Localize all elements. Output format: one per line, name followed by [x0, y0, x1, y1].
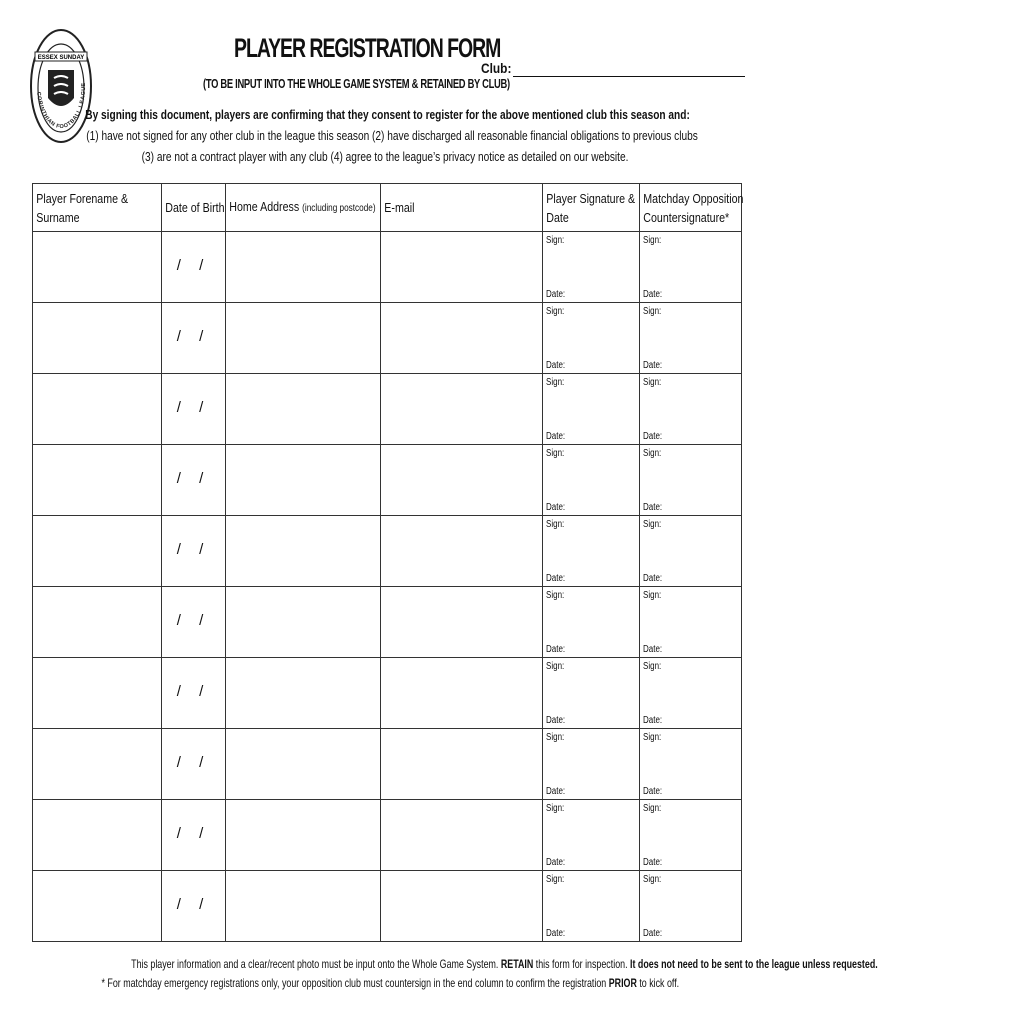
dob-placeholder: / /	[176, 612, 211, 629]
player-signature-cell[interactable]	[543, 232, 640, 303]
home-address-cell[interactable]	[226, 729, 381, 800]
player-name-cell[interactable]	[33, 232, 162, 303]
sign-label: Sign:	[643, 306, 662, 317]
date-label: Date:	[643, 573, 663, 584]
email-cell[interactable]	[381, 587, 543, 658]
date-label: Date:	[643, 928, 663, 939]
player-name-cell[interactable]	[33, 516, 162, 587]
date-label: Date:	[546, 573, 566, 584]
opposition-countersignature-cell[interactable]	[640, 658, 742, 729]
sign-label: Sign:	[643, 377, 662, 388]
table-row	[33, 800, 742, 871]
email-cell[interactable]	[381, 871, 543, 942]
header-date-of-birth: Date of Birth	[162, 184, 226, 232]
date-label: Date:	[643, 289, 663, 300]
date-label: Date:	[643, 715, 663, 726]
player-name-cell[interactable]	[33, 445, 162, 516]
date-of-birth-cell[interactable]	[162, 374, 226, 445]
opposition-countersignature-cell[interactable]	[640, 871, 742, 942]
form-title: PLAYER REGISTRATION FORM	[234, 33, 501, 63]
home-address-cell[interactable]	[226, 374, 381, 445]
date-of-birth-cell[interactable]	[162, 729, 226, 800]
table-row	[33, 303, 742, 374]
date-label: Date:	[546, 431, 566, 442]
sign-label: Sign:	[546, 661, 565, 672]
date-label: Date:	[546, 786, 566, 797]
player-name-cell[interactable]	[33, 303, 162, 374]
sign-label: Sign:	[546, 732, 565, 743]
date-label: Date:	[546, 502, 566, 513]
player-signature-cell[interactable]	[543, 729, 640, 800]
sign-label: Sign:	[546, 377, 565, 388]
date-label: Date:	[643, 360, 663, 371]
table-row	[33, 445, 742, 516]
email-cell[interactable]	[381, 303, 543, 374]
dob-placeholder: / /	[176, 399, 211, 416]
player-signature-cell[interactable]	[543, 303, 640, 374]
table-row	[33, 729, 742, 800]
player-name-cell[interactable]	[33, 729, 162, 800]
dob-placeholder: / /	[176, 825, 211, 842]
table-row	[33, 374, 742, 445]
home-address-cell[interactable]	[226, 516, 381, 587]
table-row	[33, 516, 742, 587]
date-label: Date:	[643, 502, 663, 513]
dob-placeholder: / /	[176, 328, 211, 345]
header-player-signature: Player Signature & Date	[543, 184, 640, 232]
sign-label: Sign:	[546, 235, 565, 246]
table-row	[33, 658, 742, 729]
opposition-countersignature-cell[interactable]	[640, 587, 742, 658]
club-field-line[interactable]	[513, 76, 745, 77]
sign-label: Sign:	[643, 519, 662, 530]
date-label: Date:	[643, 786, 663, 797]
league-crest-logo	[30, 28, 92, 144]
table-header-row	[33, 184, 742, 232]
table-row	[33, 587, 742, 658]
sign-label: Sign:	[546, 448, 565, 459]
table-row	[33, 232, 742, 303]
dob-placeholder: / /	[176, 683, 211, 700]
logo-banner-text: ESSEX SUNDAY	[37, 55, 85, 61]
email-cell[interactable]	[381, 800, 543, 871]
email-cell[interactable]	[381, 374, 543, 445]
sign-label: Sign:	[546, 590, 565, 601]
player-name-cell[interactable]	[33, 800, 162, 871]
date-label: Date:	[643, 857, 663, 868]
date-label: Date:	[546, 715, 566, 726]
player-name-cell[interactable]	[33, 871, 162, 942]
player-name-cell[interactable]	[33, 374, 162, 445]
date-of-birth-cell[interactable]	[162, 445, 226, 516]
consent-statement: By signing this document, players are confirming that they consent to register for the above mentioned club this season and:	[85, 107, 690, 122]
date-of-birth-cell[interactable]	[162, 800, 226, 871]
sign-label: Sign:	[546, 874, 565, 885]
date-label: Date:	[546, 360, 566, 371]
date-label: Date:	[643, 644, 663, 655]
header-email: E-mail	[381, 184, 543, 232]
player-signature-cell[interactable]	[543, 871, 640, 942]
header-home-address: Home Address (including postcode)	[226, 184, 381, 232]
opposition-countersignature-cell[interactable]	[640, 445, 742, 516]
player-signature-cell[interactable]	[543, 374, 640, 445]
sign-label: Sign:	[643, 235, 662, 246]
home-address-cell[interactable]	[226, 303, 381, 374]
sign-label: Sign:	[546, 306, 565, 317]
player-signature-cell[interactable]	[543, 800, 640, 871]
date-label: Date:	[546, 289, 566, 300]
date-label: Date:	[546, 928, 566, 939]
email-cell[interactable]	[381, 516, 543, 587]
player-signature-cell[interactable]	[543, 445, 640, 516]
home-address-cell[interactable]	[226, 871, 381, 942]
player-signature-cell[interactable]	[543, 658, 640, 729]
player-name-cell[interactable]	[33, 658, 162, 729]
club-label: Club:	[481, 60, 512, 76]
form-subtitle: (TO BE INPUT INTO THE WHOLE GAME SYSTEM & RETAINED BY CLUB)	[203, 76, 510, 91]
sign-label: Sign:	[643, 803, 662, 814]
date-label: Date:	[643, 431, 663, 442]
table-row	[33, 871, 742, 942]
dob-placeholder: / /	[176, 754, 211, 771]
date-of-birth-cell[interactable]	[162, 587, 226, 658]
opposition-countersignature-cell[interactable]	[640, 516, 742, 587]
sign-label: Sign:	[643, 732, 662, 743]
sign-label: Sign:	[643, 448, 662, 459]
opposition-countersignature-cell[interactable]	[640, 374, 742, 445]
date-of-birth-cell[interactable]	[162, 658, 226, 729]
date-of-birth-cell[interactable]	[162, 232, 226, 303]
date-label: Date:	[546, 857, 566, 868]
home-address-cell[interactable]	[226, 800, 381, 871]
email-cell[interactable]	[381, 658, 543, 729]
email-cell[interactable]	[381, 445, 543, 516]
logo-ring-text: CORINTHIAN FOOTBALL LEAGUE	[35, 82, 88, 131]
home-address-cell[interactable]	[226, 587, 381, 658]
home-address-cell[interactable]	[226, 232, 381, 303]
email-cell[interactable]	[381, 232, 543, 303]
dob-placeholder: / /	[176, 470, 211, 487]
dob-placeholder: / /	[176, 257, 211, 274]
player-signature-cell[interactable]	[543, 587, 640, 658]
consent-conditions-2: (3) are not a contract player with any club (4) agree to the league’s privacy notice as detailed on our website.	[141, 149, 629, 164]
player-name-cell[interactable]	[33, 587, 162, 658]
date-of-birth-cell[interactable]	[162, 516, 226, 587]
consent-conditions-1: (1) have not signed for any other club in the league this season (2) have discharged all reasonable financial obligations to previous clubs	[86, 128, 698, 143]
opposition-countersignature-cell[interactable]	[640, 729, 742, 800]
sign-label: Sign:	[643, 661, 662, 672]
opposition-countersignature-cell[interactable]	[640, 800, 742, 871]
sign-label: Sign:	[643, 874, 662, 885]
registration-table	[32, 183, 742, 942]
footer-retention-note: This player information and a clear/recent photo must be input onto the Whole Game System. RETAIN this form for inspection. It does not need to be sent to the league unless requested.	[131, 957, 878, 971]
opposition-countersignature-cell[interactable]	[640, 303, 742, 374]
email-cell[interactable]	[381, 729, 543, 800]
player-signature-cell[interactable]	[543, 516, 640, 587]
home-address-cell[interactable]	[226, 445, 381, 516]
home-address-cell[interactable]	[226, 658, 381, 729]
opposition-countersignature-cell[interactable]	[640, 232, 742, 303]
date-of-birth-cell[interactable]	[162, 871, 226, 942]
date-label: Date:	[546, 644, 566, 655]
header-player-name: Player Forename & Surname	[33, 184, 162, 232]
footer-emergency-note: * For matchday emergency registrations only, your opposition club must countersign in the end column to confirm the registration PRIOR to kick off.	[101, 976, 680, 990]
sign-label: Sign:	[643, 590, 662, 601]
dob-placeholder: / /	[176, 896, 211, 913]
dob-placeholder: / /	[176, 541, 211, 558]
sign-label: Sign:	[546, 519, 565, 530]
date-of-birth-cell[interactable]	[162, 303, 226, 374]
sign-label: Sign:	[546, 803, 565, 814]
header-opposition-countersignature: Matchday Opposition Countersignature*	[640, 184, 742, 232]
